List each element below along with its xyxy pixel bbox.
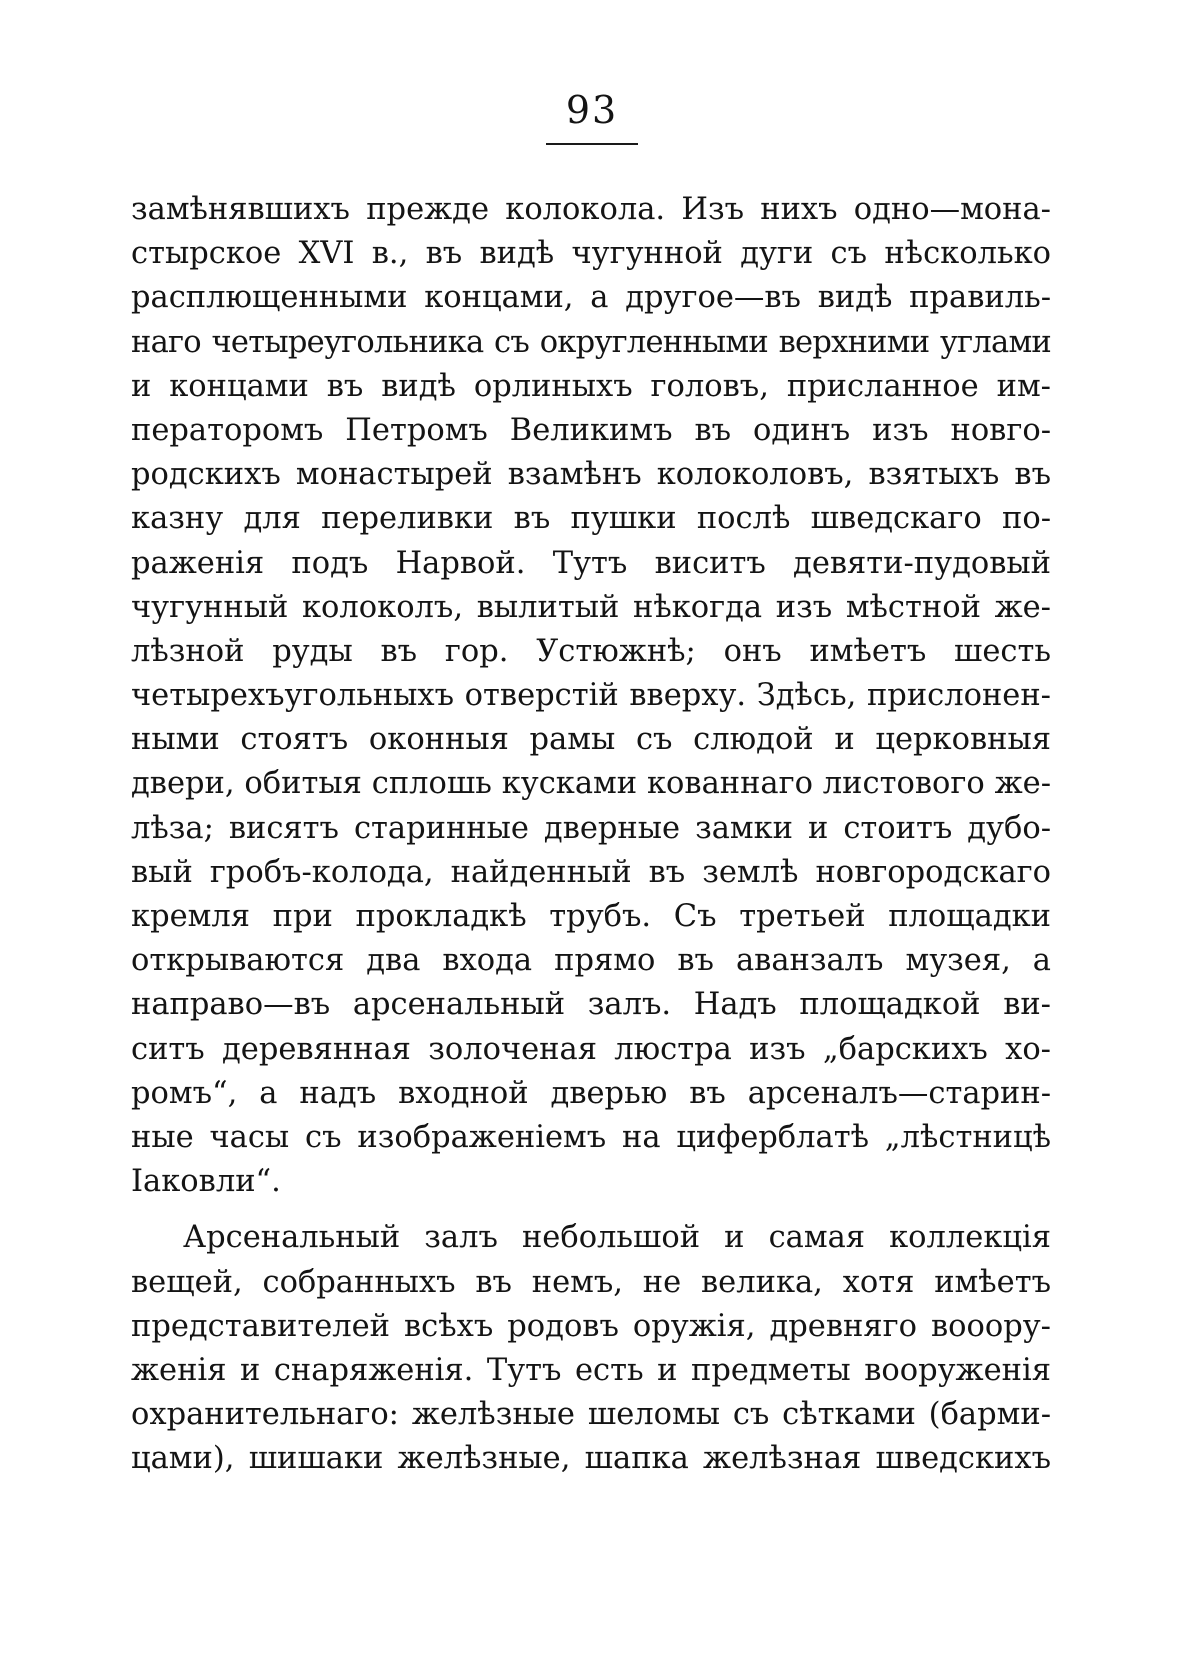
body-text (131, 188, 1051, 1481)
text-line: Арсенальный залъ небольшой и самая коллекція (183, 1220, 1051, 1256)
text-line: охранительнаго: желѣзные шеломы съ сѣтками (барми- (131, 1397, 1051, 1433)
text-line: цами), шишаки желѣзные, шапка желѣзная шведскихъ (131, 1441, 1051, 1477)
text-line: ромъ“, а надъ входной дверью въ арсеналъ—старин- (131, 1075, 1051, 1111)
text-line: наго четыреугольника съ округленными верхними углами (131, 324, 1051, 360)
text-line: лѣза; висятъ старинные дверные замки и стоитъ дубо- (131, 810, 1051, 846)
text-line: ными стоятъ оконныя рамы съ слюдой и церковныя (131, 722, 1051, 758)
page-number-rule (546, 143, 638, 145)
text-line: чугунный колоколъ, вылитый нѣкогда изъ мѣстной же- (131, 589, 1051, 625)
text-line: стырское XVI в., въ видѣ чугунной дуги съ нѣсколько (131, 236, 1051, 272)
text-line: вый гробъ-колода, найденный въ землѣ новгородскаго (131, 854, 1051, 890)
paragraph-1 (131, 188, 1051, 1204)
text-line: ные часы съ изображеніемъ на циферблатѣ „лѣстницѣ (131, 1119, 1051, 1155)
text-line: Іаковли“. (131, 1164, 281, 1200)
page-number: 93 (565, 88, 619, 132)
text-line: расплющенными концами, а другое—въ видѣ правиль- (131, 280, 1051, 316)
text-line: ператоромъ Петромъ Великимъ въ одинъ изъ новго- (131, 412, 1051, 448)
text-line: раженія подъ Нарвой. Тутъ виситъ девяти-пудовый (131, 545, 1051, 581)
text-line: двери, обитыя сплошь кусками кованнаго листового же- (131, 766, 1051, 802)
paragraph-gap (131, 1204, 1051, 1216)
text-line: представителей всѣхъ родовъ оружія, древняго вооору- (131, 1308, 1051, 1344)
text-line: казну для переливки въ пушки послѣ шведскаго по- (131, 501, 1051, 537)
text-line: лѣзной руды въ гор. Устюжнѣ; онъ имѣетъ шесть (131, 633, 1051, 669)
text-line: ситъ деревянная золоченая люстра изъ „барскихъ хо- (131, 1031, 1051, 1067)
text-line: открываются два входа прямо въ аванзалъ музея, а (131, 943, 1051, 979)
text-line: и концами въ видѣ орлиныхъ головъ, присланное им- (131, 368, 1051, 404)
paragraph-2 (131, 1216, 1051, 1481)
text-line: кремля при прокладкѣ трубъ. Съ третьей площадки (131, 899, 1051, 934)
text-line: вещей, собранныхъ въ немъ, не велика, хотя имѣетъ (131, 1264, 1051, 1300)
text-line: четырехъугольныхъ отверстій вверху. Здѣсь, прислонен- (131, 678, 1051, 714)
text-line: родскихъ монастырей взамѣнъ колоколовъ, взятыхъ въ (131, 457, 1051, 493)
text-line: женія и снаряженія. Тутъ есть и предметы вооруженія (131, 1352, 1051, 1388)
text-line: замѣнявшихъ прежде колокола. Изъ нихъ одно—мона- (131, 192, 1051, 227)
text-line: направо—въ арсенальный залъ. Надъ площадкой ви- (131, 987, 1051, 1023)
